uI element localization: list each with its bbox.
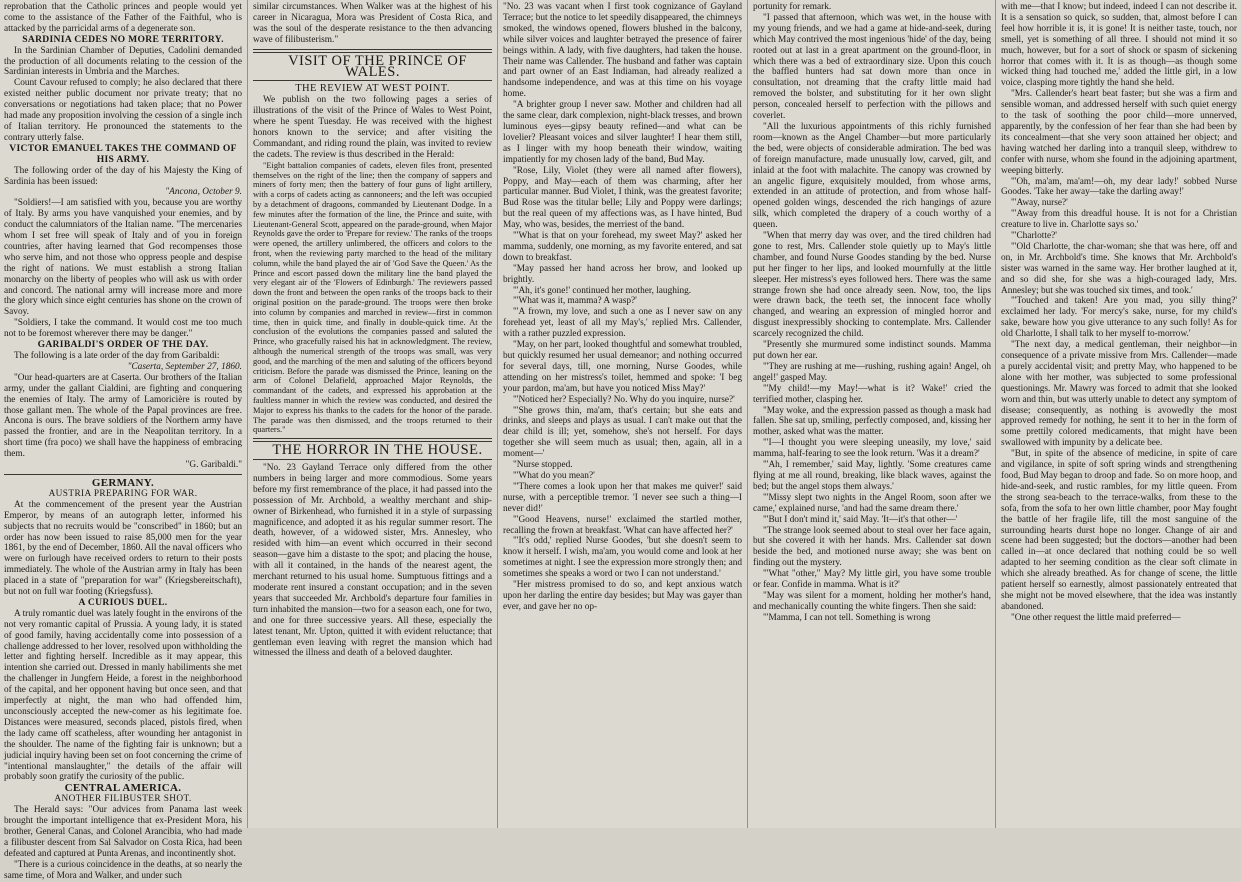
section-divider <box>253 459 492 460</box>
story-paragraph: "But, in spite of the absence of medicine, in spite of care and vigilance, in spite of soft spring winds and strengthening food, Bud May began to droop and fade. So on more hoop, and hide-and-seek, and rustic rambles, for my little queen. From the strong sea-beach to the terrace-walks, from these to the sofa, from the sofa to her own little chamber, poor May fought the battle of her fragile life, till the most sanguine of the surrounding hearts durst hope no longer. Change of air and scene had been suggested; but the doctors—another had been called in—at once declared that nothing could be so well adapted to her seeming condition as the clear soft climate in which she already breathed. As for change of scene, the little patient herself so earnestly, almost passionately entreated that she might not be moved elsewhere, that the idea was instantly abandoned. <box>1001 449 1237 612</box>
story-paragraph: "'I—I thought you were sleeping uneasily, my love,' said mamma, half-fearing to see the look return. 'Was it a dream?' <box>753 438 991 460</box>
review-paragraph-2: "Eight battalion companies of cadets, eleven files front, presented themselves on the right of the line; then the company of sappers and miners of forty men; then the battery of four guns of light artillery, with a corps of cadets acting as cannoneers; and the left was occupied by a detachment of dragoons, commanded by Lieutenant Dodge. In a few minutes after the formation of the line, the Prince and suite, with Lieutenant-General Scott, appeared on the parade-ground, when Major Reynolds gave the order to 'Prepare for review.' The ranks of the troops were opened, the artillery unlimbered, the officers and colors to the front, when the reviewing party marched to the head of the military column, while the band played the air of 'God Save the Queen.' As the Prince and escort passed down the military line the band played the very elegant air of the 'Flowers of Edinburgh.' The reviewers passed down the front and between the open ranks of the troops back to their original position on the parade-ground. The troops were then broke into column by companies and marched in review—first in common time, then in quick time, and finally in double-quick time. At the conclusion of the evolutions the companies passed and saluted the Prince, who gracefully raised his hat in acknowledgment. The review, although the numerical strength of the troops was small, was very good, and the marching of the men and saluting of the officers beyond criticism. Before the parade was dismissed the Prince, leaning on the arm of Colonel Delafield, approached Major Reynolds, the commandant of the cadets, and expressed his approbation at the faultless manner in which the review was conducted, and desired the Major to express his thanks to the cadets for the honor of the parade. The parade was then dismissed, and the troops returned to their quarters." <box>253 160 492 435</box>
central-america-subheading: ANOTHER FILIBUSTER SHOT. <box>54 794 192 805</box>
sardinia-paragraph-2: Count Cavour refused to comply; he also declared that there existed neither public document nor private treaty; that no conversations or negotiations had taken place; that no Power had made any proposition involving the cession of a single inch of Italian territory. He pronounced the statements to the contrary utterly false. <box>4 78 242 143</box>
story-paragraph: "I passed that afternoon, which was wet, in the house with my young friends, and we had a game at hide-and-seek, during which May contrived the most ingenious 'hide' of the day, being rooted out at last in a great apartment on the ground-floor, in which there was a bed of extraordinary size. Upon this couch the baffled hunters had sat down more than once in consultation, not dreaming that the crafty little maid had removed the bolster, and substituting for it her own slight person, concealed herself to perfection with the pillows and coverlet. <box>753 12 991 122</box>
story-paragraph: "'Good Heavens, nurse!' exclaimed the startled mother, recalling the frown at breakfast. 'What can have affected her?' <box>503 514 742 536</box>
story-paragraph: "'Away, nurse?' <box>1011 198 1068 209</box>
story-paragraph: "'Oh, ma'am, ma'am!—oh, my dear lady!' sobbed Nurse Goodes. 'Take her away—take the darling away!' <box>1001 176 1237 198</box>
victor-heading: VICTOR EMANUEL TAKES THE COMMAND OF HIS ARMY. <box>9 142 237 165</box>
story-paragraph: portunity for remark. <box>753 2 832 12</box>
story-paragraph: "May woke, and the expression passed as though a mask had fallen. She sat up, smiling, perfectly composed, and, kissing her mother, asked what was the matter. <box>753 405 991 438</box>
victor-dateline: "Ancona, October 9. <box>165 187 242 198</box>
story-paragraph: "'They are rushing at me—rushing, rushing again! Angel, oh angel!' gasped May. <box>753 361 991 383</box>
sardinia-heading: SARDINIA CEDES NO MORE TERRITORY. <box>22 33 224 45</box>
column-2 <box>249 0 496 828</box>
story-paragraph: "'Ah, I remember,' said May, lightly. 'Some creatures came flying at me all round, breaking, like black waves, against the bed; but the angel stops them always.' <box>753 460 991 492</box>
story-paragraph: "Nurse stopped. <box>513 460 573 471</box>
column-rule <box>497 0 498 828</box>
horror-paragraph-1: "No. 23 Gayland Terrace only differed from the other numbers in being larger and more commodious. Some years before my first remembrance of the place, it had passed into the possession of Mr. Archbold, a wealthy merchant and ship-owner of Birkenhead, who furnished it in a style of surpassing magnificence, and adopted it as his regular summer resort. The death, however, of a widowed sister, Mrs. Annesley, who resided with him—an event which occurred in their second season—gave him a distaste to the spot; and placing the house, with all it contained, in the hands of the nearest agent, the merchant returned to his usual home. Sumptuous fittings and a moderate rent insured a constant occupation; and in the seven years that succeeded Mr. Archbold's departure four families in turn inhabited the mansion—two for a season each, one for two, and one for three successive years. All these, especially the latest tenant, Mr. Upton, quitted it with evident reluctance; that gentleman even leaving with regret the mansion which had witnessed the illness and death of a beloved daughter. <box>253 463 492 659</box>
story-paragraph: "May was silent for a moment, holding her mother's hand, and mechanically counting the white fingers. Then she said: <box>753 590 991 612</box>
garibaldi-signature: "G. Garibaldi." <box>185 460 242 471</box>
story-paragraph: "A brighter group I never saw. Mother and children had all the same clear, dark complexion, night-black tresses, and brown luminous eyes—gipsy beauty refined—and what can be lovelier? Pleasant voices and silver laughter! I hear them still, as I linger with my hoop beneath their window, waiting impatiently for my chosen lady of the band, Bud May. <box>503 100 742 165</box>
visit-prince-title: VISIT OF THE PRINCE OF WALES. <box>288 52 467 80</box>
horror-title: THE HORROR IN THE HOUSE. <box>272 442 483 459</box>
story-paragraph: "'Mamma, I can not tell. Something is wrong <box>763 612 931 623</box>
central-america-paragraph-2: "There is a curious coincidence in the deaths, at so nearly the same time, of Mora and Walker, and under such <box>4 859 242 881</box>
story-paragraph: "'Old Charlotte, the char-woman; she that was here, off and on, in Mr. Archbold's time. She knows that Mr. Archbold's sister was warned in the same way. Her brother laughed at it, and so did she, for she was a high-couraged lady, Mrs. Annesley; but she was touched six times, and took.' <box>1001 241 1237 296</box>
column-4 <box>749 0 995 828</box>
victor-paragraph-2: "Soldiers!—I am satisfied with you, because you are worthy of Italy. By arms you have vanquished your enemies, and by conduct the calumniators of the Italian name. "The mercenaries whom I set free will speak of Italy and of you in foreign countries, after having learned that God recompenses those who serve him, and not those who oppress people and despise the right of nations. We must establish a strong Italian monarchy on the liberty of peoples who will ask us with order and concord. The national army will increase more and more the glory which since eight centuries has shone on the crown of Savoy. <box>4 198 242 318</box>
story-paragraph: "'My child!—my May!—what is it? Wake!' cried the terrified mother, clasping her. <box>753 383 991 405</box>
horror-story-column-4 <box>753 2 991 624</box>
story-paragraph: "'What is that on your forehead, my sweet May?' asked her mamma, suddenly, one morning, as my favorite entered, and sat down to breakfast. <box>503 231 742 263</box>
story-paragraph: "May passed her hand across her brow, and looked up brightly. <box>503 263 742 285</box>
germany-paragraph: At the commencement of the present year the Austrian Emperor, by means of an autograph letter, informed his subjects that no recruits would be "conscribed" in 1860; but an order has now been issued to raise 85,000 men for the year 1861, by the end of December, 1860. All the naval officers who were on furlough have received orders to return to their posts immediately. The whole of the Austrian army in Italy has been placed in a state of "preparation for war" (Kriegsbereitschaft), but not on full war footing (Kriegsfuss). <box>4 499 242 598</box>
central-america-paragraph-1: The Herald says: "Our advices from Panama last week brought the important intelligence that ex-President Mora, his brother, General Canas, and Colonel Arancibia, who had made a filibuster descent from Sal Salvador on Costa Rica, had been defeated and captured at Punta Arenas, and incontinently shot. <box>4 805 242 859</box>
column-1 <box>0 0 246 881</box>
horror-story-column-3 <box>503 2 742 613</box>
column-rule <box>247 0 248 828</box>
story-paragraph: "'Noticed her? Especially? No. Why do you inquire, nurse?' <box>513 394 735 405</box>
section-divider <box>4 474 242 475</box>
story-paragraph: with me—that I know; but indeed, indeed I can not describe it. It is a sensation so quick, so sudden, that, almost before I can feel how horrible it is, it is gone! It is neither taste, touch, nor smell, yet is something of all three. I should not mind it so much, however, but for a sort of shock or spasm of sickening horror that comes with it. It is as though—as though some wicked thing had touched me,' added the little girl, in a low voice, clasping more tightly the hand she held. <box>1001 2 1237 89</box>
column-3 <box>499 0 746 828</box>
story-paragraph: "All the luxurious appointments of this richly furnished room—known as the Angel Chamber—but more particularly the bed, were objects of considerable admiration. The bed was of foreign manufacture, made unusually low, carved, gilt, and inlaid at the foot with malachite. The canopy was crowned by an angelic figure, exquisitely moulded, from whose arms, extended in an attitude of protection, and from whose half-opened golden wings, descended the rich hangings of azure silk, which completed the drapery of a couch worthy of a queen. <box>753 121 991 231</box>
garibaldi-paragraph-2: "Our head-quarters are at Caserta. Our brothers of the Italian army, under the gallant Cialdini, are fighting and conquering the enemies of Italy. The army of Lamoricière is routed by those gallant men. The whole of the Papal provinces are free. Ancona is ours. The brave soldiers of the Northern army have passed the frontier, and are in the Neapolitan territory. In a short time (fra poco) we shall have the happiness of embracing them. <box>4 372 242 460</box>
victor-paragraph-3: "Soldiers, I take the command. It would cost me too much not to be foremost wherever there may be danger." <box>4 318 242 340</box>
review-subheading: THE REVIEW AT WEST POINT. <box>295 83 450 95</box>
story-paragraph: "Mrs. Callender's heart beat faster; but she was a firm and sensible woman, and addressed herself with such quiet energy to the task of soothing the poor child—more unnerved, apparently, by the confession of her fear than she had been by its concealment—that she very soon attained her object; and having watched her darling into a tranquil sleep, withdrew to confer with nurse, whom she found in the adjoining apartment, weeping bitterly. <box>1001 89 1237 176</box>
col1-intro: reprobation that the Catholic princes and people would yet come to the assistance of the Father of the Faithful, who is attacked by the parricidal arms of a degenerate son. <box>4 2 242 34</box>
horror-story-column-5 <box>1001 2 1237 624</box>
garibaldi-dateline: "Caserta, September 27, 1860. <box>127 361 242 372</box>
garibaldi-heading: GARIBALDI'S ORDER OF THE DAY. <box>37 339 209 351</box>
story-paragraph: "'It's odd,' replied Nurse Goodes, 'but she doesn't seem to know it herself. I wish, ma'am, you would come and look at her sometimes at night. I see the expression more strongly then; and sometimes she speaks a word or two I can not understand.' <box>503 536 742 580</box>
story-paragraph: "The strange look seemed about to steal over her face again, but she covered it with her hands. Mrs. Callender sat down beside the bed, and motioned nurse away; she was bent on finding out the mystery. <box>753 525 991 569</box>
story-paragraph: "When that merry day was over, and the tired children had gone to rest, Mrs. Callender stole quietly up to May's little chamber, and found Nurse Goodes standing by the bed. Nurse put her finger to her lips, and looked mournfully at the little sleeper. Her mistress's eyes followed hers. There was the same strange frown she had once already seen. Now, too, the lips were drawn back, the teeth set, the innocent face wholly changed, and wearing an expression of mingled horror and disgust inexpressibly shocking to contemplate. Mrs. Callender scarcely recognized the child. <box>753 231 991 340</box>
column-rule <box>747 0 748 828</box>
column-5 <box>997 0 1241 828</box>
story-paragraph: "Rose, Lily, Violet (they were all named after flowers), Poppy, and May—each of them was charming, after her particular manner. Bud Violet, I think, was the greatest favorite; Bud Rose was the titular belle; Lily and Poppy were darlings; but the real queen of my affections was, as I have hinted, Bud May, who was, besides, the merriest of the band. <box>503 165 742 231</box>
story-paragraph: "May, on her part, looked thoughtful and somewhat troubled, but quickly resumed her usual demeanor; and nothing occurred for several days, till, one morning, Nurse Goodes, while attending on her mistress's toilet, hemmed and spoke: 'I beg your pardon, ma'am, but have you noticed Miss May?' <box>503 340 742 394</box>
germany-heading: GERMANY. <box>91 476 155 489</box>
review-paragraph-1: We publish on the two following pages a series of illustrations of the visit of the Prince of Wales to West Point, where he spent Tuesday. He was received with the highest honors known to the service; and after visiting the Commandant, and riding round the plain, was invited to review the cadets. The review is thus described in the Herald: <box>253 95 492 160</box>
story-paragraph: "'What do you mean?' <box>513 470 595 481</box>
story-paragraph: "'Touched and taken! Are you mad, you silly thing?' exclaimed her lady. 'For mercy's sake, nurse, for my child's sake, beware how you give utterance to any such folly! As for old Charlotte, I shall talk to her myself to-morrow.' <box>1001 296 1237 340</box>
duel-paragraph: A truly romantic duel was lately fought in the environs of the not very romantic capital of Prussia. A young lady, it is stated of good family, having accidentally come into possession of a challenge addressed to her lover, resolved upon withholding the letter and fighting herself. Incredible as it may appear, this intention she carried out. Dressed in manly habiliments she met the challenger in Jungfern Heide, a forest in the neighborhood of the capital, and her opponent having but once seen, and that imperfectly at night, the man who had offended him, unconsciously accepted the new-comer as his legitimate foe. Distances were measured, seconds placed, pistols fired, when the lady came off scatheless, after wounding her antagonist in the shoulder. The name of the fighting fair is unknown; but a judicial inquiry having been set on foot concerning the crime of "intentional manslaughter," the details of the affair will probably soon gratify the curiosity of the public. <box>4 608 242 783</box>
story-paragraph: "'A frown, my love, and such a one as I never saw on any forehead yet, least of all my May's,' replied Mrs. Callender, with a rather puzzled expression. <box>503 307 742 340</box>
story-paragraph: "'But I don't mind it,' said May. 'It—it's that other—' <box>763 514 958 525</box>
duel-heading: A CURIOUS DUEL. <box>78 596 168 608</box>
story-paragraph: "Her mistress promised to do so, and kept anxious watch upon her darling the entire day besides; but May was gayer than ever, and gave her no op- <box>503 580 742 612</box>
story-paragraph: "One other request the little maid preferred— <box>1011 612 1181 623</box>
story-paragraph: "No. 23 was vacant when I first took cognizance of Gayland Terrace; but the notice to let speedily disappeared, the chimneys smoked, the windows opened, flowers blushed in the balcony, while silver voices and laughter betrayed the presence of fairer beings within. A lady, with five daughters, had taken the house. Their name was Callender. The husband and father was captain and part owner of an East Indiaman, had already realized a handsome independence, and was at this time on his voyage home. <box>503 2 742 100</box>
story-paragraph: "'Charlotte?' <box>1011 231 1057 242</box>
story-paragraph: "'Missy slept two nights in the Angel Room, soon after we came,' explained nurse, 'and had the same dream there.' <box>753 492 991 514</box>
garibaldi-paragraph-1: The following is a late order of the day from Garibaldi: <box>14 351 220 361</box>
germany-subheading: AUSTRIA PREPARING FOR WAR. <box>48 488 198 499</box>
section-divider <box>253 80 492 81</box>
sardinia-paragraph-1: In the Sardinian Chamber of Deputies, Cadolini demanded the production of all documents relating to the cession of the Sardinian interests in Umbria and the Marches. <box>4 45 242 78</box>
story-paragraph: "'What "other," May? My little girl, you have some trouble or fear. Confide in mamma. What is it?' <box>753 569 991 591</box>
story-paragraph: "'She grows thin, ma'am, that's certain; but she eats and drinks, and sleeps and plays as usual. I can't make out that the dear child is ill; yet, somehow, she's not herself. For days together she will seem much as usual; then, again, all in a moment—' <box>503 405 742 460</box>
central-america-heading: CENTRAL AMERICA. <box>64 782 182 795</box>
story-paragraph: "'Away from this dreadful house. It is not for a Christian creature to live in. Charlotte says so.' <box>1001 209 1237 231</box>
col2-top-paragraph: similar circumstances. When Walker was at the highest of his career in Nicaragua, Mora was President of Costa Rica, and was the soul of the desperate resistance to the then advancing wave of filibusterism." <box>253 2 492 45</box>
story-paragraph: "Presently she murmured some indistinct sounds. Mamma put down her ear. <box>753 340 991 361</box>
story-paragraph: "'What was it, mamma? A wasp?' <box>513 296 637 307</box>
story-paragraph: "The next day, a medical gentleman, their neighbor—in consequence of a private missive from Mrs. Callender—made a purely accidental visit; and pretty May, who happened to be alone with her mother, was subjected to some professional questionings. Mr. Mawry was forced to admit that she looked worn and thin, but was utterly unable to detect any symptom of disease; consequently, as nothing is avowedly the most approved remedy for nothing, he sent it to her in the form of some prettily colored medicaments, that might have been swallowed with impunity by a delicate bee. <box>1001 340 1237 449</box>
story-paragraph: "'There comes a look upon her that makes me quiver!' said nurse, with a perceptible tremor. 'I never see such a thing—I never did!' <box>503 481 742 514</box>
column-rule <box>995 0 996 828</box>
victor-paragraph-1: The following order of the day of his Majesty the King of Sardinia has been issued: <box>4 165 242 187</box>
story-paragraph: "'Ah, it's gone!' continued her mother, laughing. <box>513 285 692 296</box>
